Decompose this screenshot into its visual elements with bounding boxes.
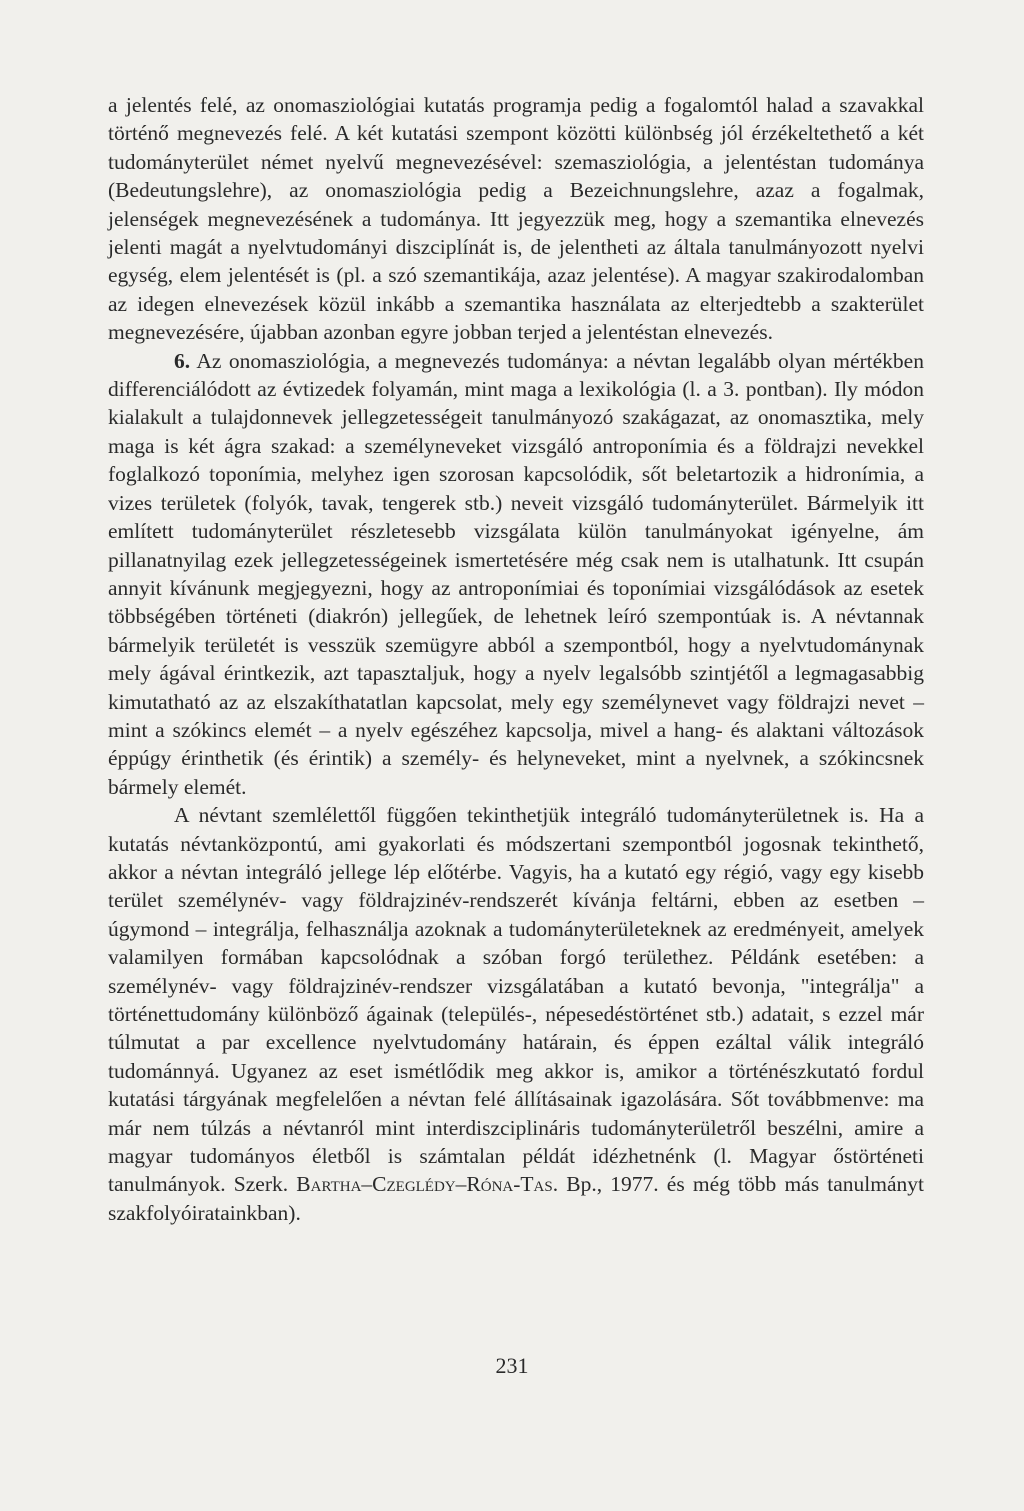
page-number: 231 [495,1353,529,1378]
paragraph-integration [108,801,924,1227]
citation-authors: Bartha–Czeglédy–Róna-Tas [296,1172,553,1197]
page-body [108,91,924,1227]
paragraph-onomastics [108,347,924,802]
paragraph-text-before: A névtant szemlélettől függően tekinthetjük integráló tudományterületnek is. Ha a kutatás névtanközpontú, ami gyakorlati és módszertani szempontból jogosnak tekinthető, akkor a névtan integráló jellege lép előtérbe. Vagyis, ha a kutató egy régió, vagy egy kisebb terület személynév- vagy földrajzinév-rendszerét kívánja feltárni, ebben az esetben – úgymond – integrálja, felhasználja azoknak a tudományterületeknek az eredményeit, amelyek valamilyen formában kapcsolódnak a szóban forgó területhez. Példánk esetében: a személynév- vagy földrajzinév-rendszer vizsgálatában a kutató bevonja, "integrálja" a történettudomány különböző ágainak (település-, népesedéstörténet stb.) adatait, s ezzel már túlmutat a par excellence nyelvtudomány határain, és éppen ezáltal válik integráló tudománnyá. Ugyanez az eset ismétlődik meg akkor is, amikor a történészkutató fordul kutatási tárgyának megfelelően a névtan felé állításainak igazolására. Sőt továbbmenve: ma már nem túlzás a névtanról mint interdiszciplináris tudományterületről beszélni, amire a magyar tudományos életből is számtalan példát idézhetnénk (l. Magyar őstörténeti tanulmányok. Szerk. [108,803,924,1197]
paragraph-text-after: . Bp., 1977. és még több más tanulmányt szakfolyóiratainkban). [108,1172,924,1225]
paragraph-semantics [108,91,924,347]
section-number: 6. [174,348,191,373]
paragraph-text: a jelentés felé, az onomasziológiai kutatás programja pedig a fogalomtól halad a szavakkal történő megnevezés felé. A két kutatási szempont közötti különbség jól érzékeltethető a két tudományterület német nyelvű megnevezésével: szemasziológia, a jelentéstan tudománya (Bedeutungslehre), az onomasziológia pedig a Bezeichnungslehre, azaz a fogalmak, jelenségek megnevezésének a tudománya. Itt jegyezzük meg, hogy a szemantika elnevezés jelenti magát a nyelvtudományi diszciplínát is, de jelentheti az általa tanulmányozott nyelvi egység, elem jelentését is (pl. a szó szemantikája, azaz jelentése). A magyar szakirodalomban az idegen elnevezések közül inkább a szemantika használata az elterjedtebb a szakterület megnevezésére, újabban azonban egyre jobban terjed a jelentéstan elnevezés. [108,93,924,345]
paragraph-text: Az onomasziológia, a megnevezés tudománya: a névtan legalább olyan mértékben differenciálódott az évtizedek folyamán, mint maga a lexikológia (l. a 3. pontban). Ily módon kialakult a tulajdonnevek jellegzetességeit tanulmányozó szakágazat, az onomasztika, mely maga is két ágra szakad: a személyneveket vizsgáló antroponímia és a földrajzi nevekkel foglalkozó toponímia, melyhez igen szorosan kapcsolódik, sőt beletartozik a hidronímia, a vizes területek (folyók, tavak, tengerek stb.) neveit vizsgáló tudományterület. Bármelyik itt említett tudományterület részletesebb vizsgálata külön tanulmányokat igényelne, ám pillanatnyilag ezek jellegzetességeinek ismertetésére még csak nem is utalhatunk. Itt csupán annyit kívánunk megjegyezni, hogy az antroponímiai és toponímiai vizsgálódások az esetek többségében történeti (diakrón) jellegűek, de lehetnek leíró szempontúak is. A névtannak bármelyik területét is vesszük szemügyre abból a szempontból, hogy a nyelvtudománynak mely ágával érintkezik, azt tapasztaljuk, hogy a nyelv legalsóbb szintjétől a legmagasabbig kimutatható az az elszakíthatatlan kapcsolat, mely egy személynevet vagy földrajzi nevet – mint a szókincs elemét – a nyelv egészéhez kapcsolja, mivel a hang- és alaktani változások éppúgy érinthetik (és érintik) a személy- és helyneveket, mint a nyelvnek, a szókincsnek bármely elemét. [108,348,924,799]
